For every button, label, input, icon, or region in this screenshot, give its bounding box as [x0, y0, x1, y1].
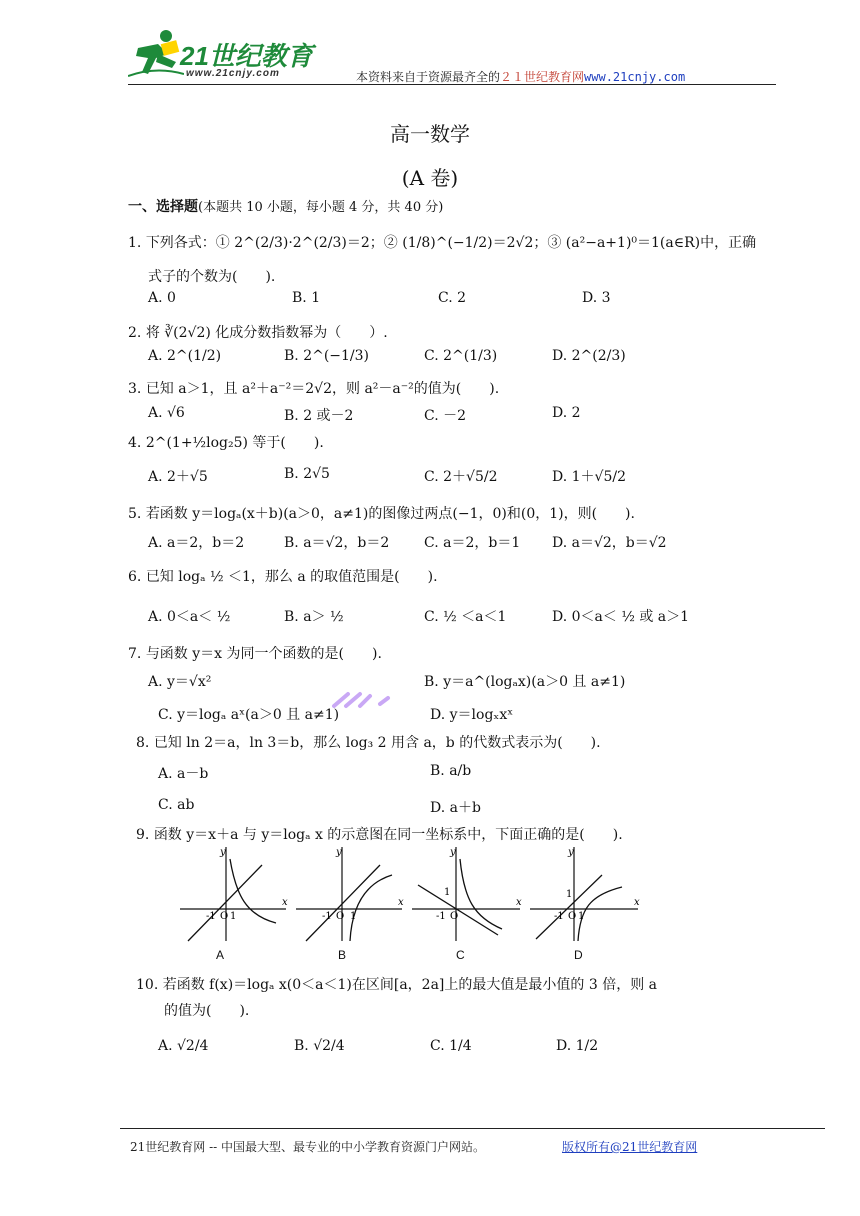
- question-9: [136, 824, 623, 844]
- svg-text:y: y: [450, 847, 456, 858]
- svg-text:1: 1: [444, 887, 451, 898]
- svg-text:-1: -1: [436, 911, 446, 922]
- svg-text:O: O: [336, 911, 345, 922]
- svg-text:x: x: [282, 897, 288, 908]
- question-number: 3.: [128, 381, 142, 397]
- option-b: B. √2/4: [294, 1038, 345, 1054]
- graph-c: [412, 845, 524, 945]
- question-text: 已知 logₐ ½ ＜1，那么 a 的取值范围是( ).: [145, 569, 438, 585]
- question-1: [128, 232, 756, 252]
- question-number: 2.: [128, 325, 142, 341]
- svg-text:1: 1: [350, 911, 357, 922]
- question-10: [136, 974, 657, 994]
- section-note: (本题共 10 小题，每小题 4 分，共 40 分): [198, 200, 444, 215]
- option-d: D. 2^(2/3): [552, 348, 626, 364]
- runner-logo-icon: [128, 28, 184, 80]
- footer-text: 21世纪教育网 -- 中国最大型、最专业的中小学教育资源门户网站。: [130, 1140, 486, 1154]
- question-number: 4.: [128, 435, 142, 451]
- svg-text:-1: -1: [554, 911, 564, 922]
- header-source-pre: 本资料来自于资源最齐全的: [356, 70, 501, 84]
- option-c: C. a＝2，b＝1: [424, 535, 521, 551]
- svg-text:1: 1: [230, 911, 237, 922]
- question-number: 5.: [128, 506, 142, 522]
- question-8: [136, 732, 601, 752]
- graph-c-label: C: [456, 948, 465, 962]
- graph-b: [296, 845, 406, 945]
- option-c: C. 2＋√5/2: [424, 469, 498, 485]
- page-title: 高一数学: [390, 122, 470, 146]
- logo: [128, 26, 338, 82]
- option-c: C. ab: [158, 797, 195, 813]
- graph-a-label: A: [216, 948, 225, 962]
- svg-text:y: y: [568, 847, 574, 858]
- graph-d: [530, 845, 642, 945]
- question-4: [128, 432, 324, 452]
- option-d: D. 1/2: [556, 1038, 599, 1054]
- option-c: C. y＝logₐ aˣ(a＞0 且 a≠1): [158, 707, 340, 723]
- option-d: D. a＝√2，b＝√2: [552, 535, 667, 551]
- option-c: C. 1/4: [430, 1038, 472, 1054]
- option-b: B. 2^(−1/3): [284, 348, 370, 364]
- option-c: C. －2: [424, 408, 467, 424]
- question-number: 6.: [128, 569, 142, 585]
- section-label: 一、选择题: [128, 199, 198, 215]
- question-number: 10.: [136, 977, 159, 993]
- watermark-mark-icon: [330, 688, 400, 710]
- question-10-line2: 的值为( ).: [164, 1003, 250, 1019]
- question-5: [128, 503, 635, 523]
- question-text: 2^(1+½log₂5) 等于( ).: [145, 435, 324, 451]
- option-b: B. a＞ ½: [284, 609, 344, 625]
- option-a: A. 2^(1/2): [148, 348, 222, 364]
- section-heading: [128, 196, 443, 216]
- question-6: [128, 566, 438, 586]
- option-b: B. a/b: [430, 763, 472, 779]
- header-source-url[interactable]: www.21cnjy.com: [584, 70, 686, 84]
- option-d: D. 1＋√5/2: [552, 469, 626, 485]
- svg-text:O: O: [450, 911, 459, 922]
- logo-url: www.21cnjy.com: [186, 68, 280, 79]
- option-a: A. 0: [148, 290, 176, 306]
- option-a: A. √6: [148, 405, 185, 421]
- question-text: 下列各式：① 2^(2/3)·2^(2/3)＝2；② (1/8)^(−1/2)＝2√2；③ (a²−a+1)⁰＝1(a∈R)中，正确: [145, 235, 757, 251]
- question-3: [128, 378, 499, 398]
- question-7: [128, 643, 382, 663]
- graph-b-label: B: [338, 948, 347, 962]
- svg-text:x: x: [398, 897, 404, 908]
- option-b: B. y＝a^(logₐx)(a＞0 且 a≠1): [424, 674, 626, 690]
- footer-copyright-link[interactable]: 版权所有@21世纪教育网: [562, 1140, 698, 1154]
- header-source-name: ２１世纪教育网: [500, 70, 585, 84]
- option-d: D. 3: [582, 290, 611, 306]
- question-text: 若函数 y＝logₐ(x＋b)(a＞0，a≠1)的图像过两点(−1，0)和(0，1)，则( ).: [145, 506, 635, 522]
- option-b: B. 2√5: [284, 466, 330, 482]
- option-a: A. a－b: [158, 766, 209, 782]
- option-a: A. √2/4: [158, 1038, 209, 1054]
- header-divider: [128, 84, 776, 85]
- option-d: D. a＋b: [430, 800, 481, 816]
- graph-d-label: D: [574, 948, 583, 962]
- option-a: A. 0＜a＜ ½: [148, 609, 231, 625]
- option-a: A. 2＋√5: [148, 469, 208, 485]
- option-d: D. 2: [552, 405, 581, 421]
- svg-text:x: x: [516, 897, 522, 908]
- question-text: 函数 y＝x＋a 与 y＝logₐ x 的示意图在同一坐标系中，下面正确的是( ).: [153, 827, 623, 843]
- option-c: C. 2: [438, 290, 467, 306]
- svg-text:x: x: [634, 897, 640, 908]
- question-text: 已知 a＞1，且 a²＋a⁻²＝2√2，则 a²－a⁻²的值为( ).: [145, 381, 500, 397]
- option-a: A. a＝2，b＝2: [148, 535, 245, 551]
- question-1-line2: 式子的个数为( ).: [148, 269, 276, 285]
- svg-text:O: O: [220, 911, 229, 922]
- question-text: 将 ∛(2√2) 化成分数指数幂为（ ）.: [145, 325, 388, 341]
- svg-text:O: O: [568, 911, 577, 922]
- option-d: D. 0＜a＜ ½ 或 a＞1: [552, 609, 690, 625]
- question-text: 若函数 f(x)＝logₐ x(0＜a＜1)在区间[a，2a]上的最大值是最小值的 3 倍，则 a: [162, 977, 657, 993]
- graph-a: [180, 845, 290, 945]
- svg-text:1: 1: [566, 889, 573, 900]
- question-number: 7.: [128, 646, 142, 662]
- svg-text:-1: -1: [322, 911, 332, 922]
- header-source: [356, 68, 685, 85]
- option-b: B. 1: [292, 290, 321, 306]
- question-text: 已知 ln 2＝a，ln 3＝b，那么 log₃ 2 用含 a，b 的代数式表示为( ).: [153, 735, 601, 751]
- question-number: 1.: [128, 235, 142, 251]
- question-2: [128, 322, 388, 342]
- question-number: 8.: [136, 735, 150, 751]
- option-b: B. a＝√2，b＝2: [284, 535, 390, 551]
- logo-text: 21世纪教育: [180, 41, 313, 71]
- question-number: 9.: [136, 827, 150, 843]
- footer-divider: [120, 1128, 825, 1129]
- svg-text:-1: -1: [206, 911, 216, 922]
- option-c: C. 2^(1/3): [424, 348, 498, 364]
- option-d: D. y＝logₓxˣ: [430, 707, 514, 723]
- option-c: C. ½ ＜a＜1: [424, 609, 507, 625]
- svg-text:y: y: [336, 847, 342, 858]
- page-subtitle: (A 卷): [401, 166, 459, 190]
- svg-text:1: 1: [578, 911, 585, 922]
- question-text: 与函数 y＝x 为同一个函数的是( ).: [145, 646, 382, 662]
- option-a: A. y＝√x²: [148, 674, 212, 690]
- svg-text:y: y: [220, 847, 226, 858]
- option-b: B. 2 或－2: [284, 408, 354, 424]
